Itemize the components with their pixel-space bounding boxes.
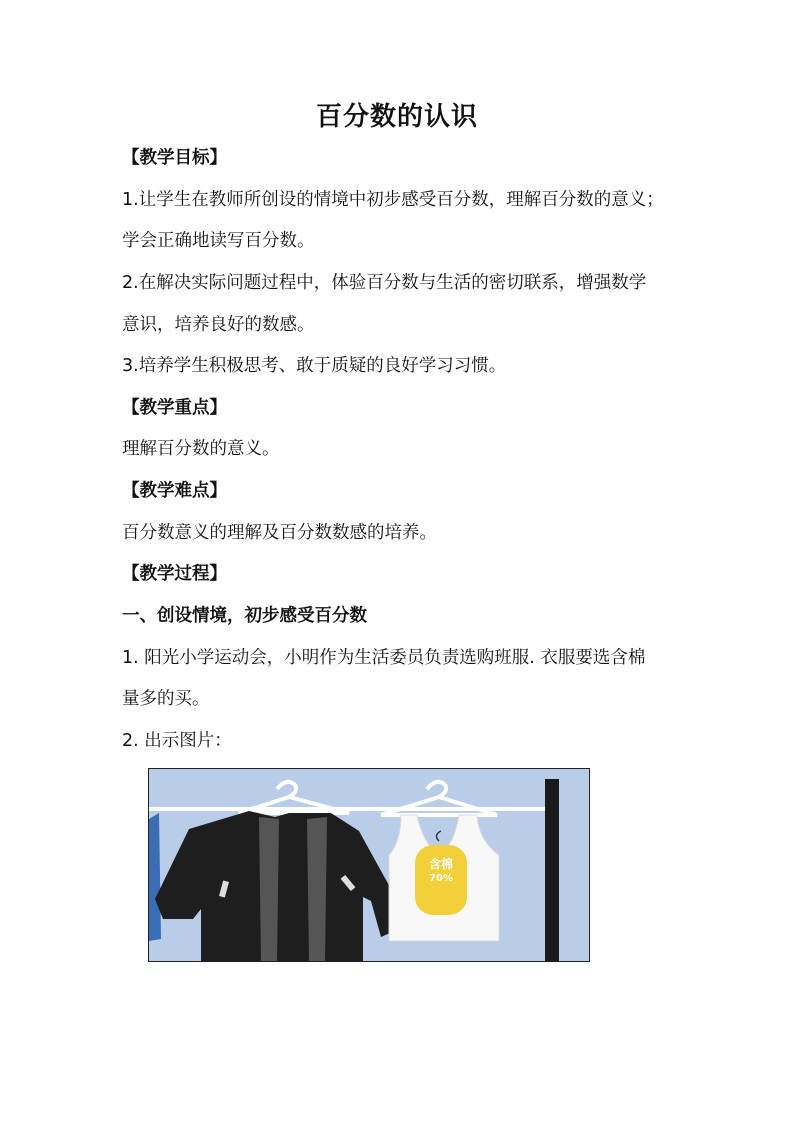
- step-1-item-1-line-2: 量多的买。: [122, 689, 210, 709]
- key-points-heading: 【教学重点】: [122, 398, 227, 418]
- page-title: 百分数的认识: [315, 102, 478, 132]
- difficulty-heading: 【教学难点】: [122, 481, 227, 501]
- tag-label-percent: 70%: [429, 873, 453, 884]
- goal-2-line-2: 意识，培养良好的数感。: [122, 315, 315, 335]
- step-1-item-1-line-1: 1. 阳光小学运动会，小明作为生活委员负责选购班服. 衣服要选含棉: [122, 648, 646, 668]
- goal-3: 3.培养学生积极思考、敢于质疑的良好学习习惯。: [122, 356, 507, 376]
- jacket-inner-left: [259, 817, 279, 962]
- clothes-illustration: [148, 768, 590, 962]
- difficulty-text: 百分数意义的理解及百分数数感的培养。: [122, 523, 437, 543]
- blue-shirt-sliver: [149, 813, 161, 941]
- step-1-heading: 一、创设情境，初步感受百分数: [122, 606, 367, 626]
- rack-pole: [545, 779, 559, 962]
- step-1-item-2: 2. 出示图片：: [122, 731, 232, 751]
- process-heading: 【教学过程】: [122, 564, 227, 584]
- goal-2-line-1: 2.在解决实际问题过程中，体验百分数与生活的密切联系，增强数学: [122, 273, 647, 293]
- tag-label-cotton: 含棉: [428, 857, 454, 871]
- clothes-rail: [149, 807, 549, 811]
- goal-1-line-1: 1.让学生在教师所创设的情境中初步感受百分数，理解百分数的意义；: [122, 190, 664, 210]
- clothes-scene: [149, 769, 590, 962]
- key-points-text: 理解百分数的意义。: [122, 439, 280, 459]
- goal-1-line-2: 学会正确地读写百分数。: [122, 231, 315, 251]
- jacket-inner-right: [307, 817, 327, 962]
- goals-heading: 【教学目标】: [122, 148, 227, 168]
